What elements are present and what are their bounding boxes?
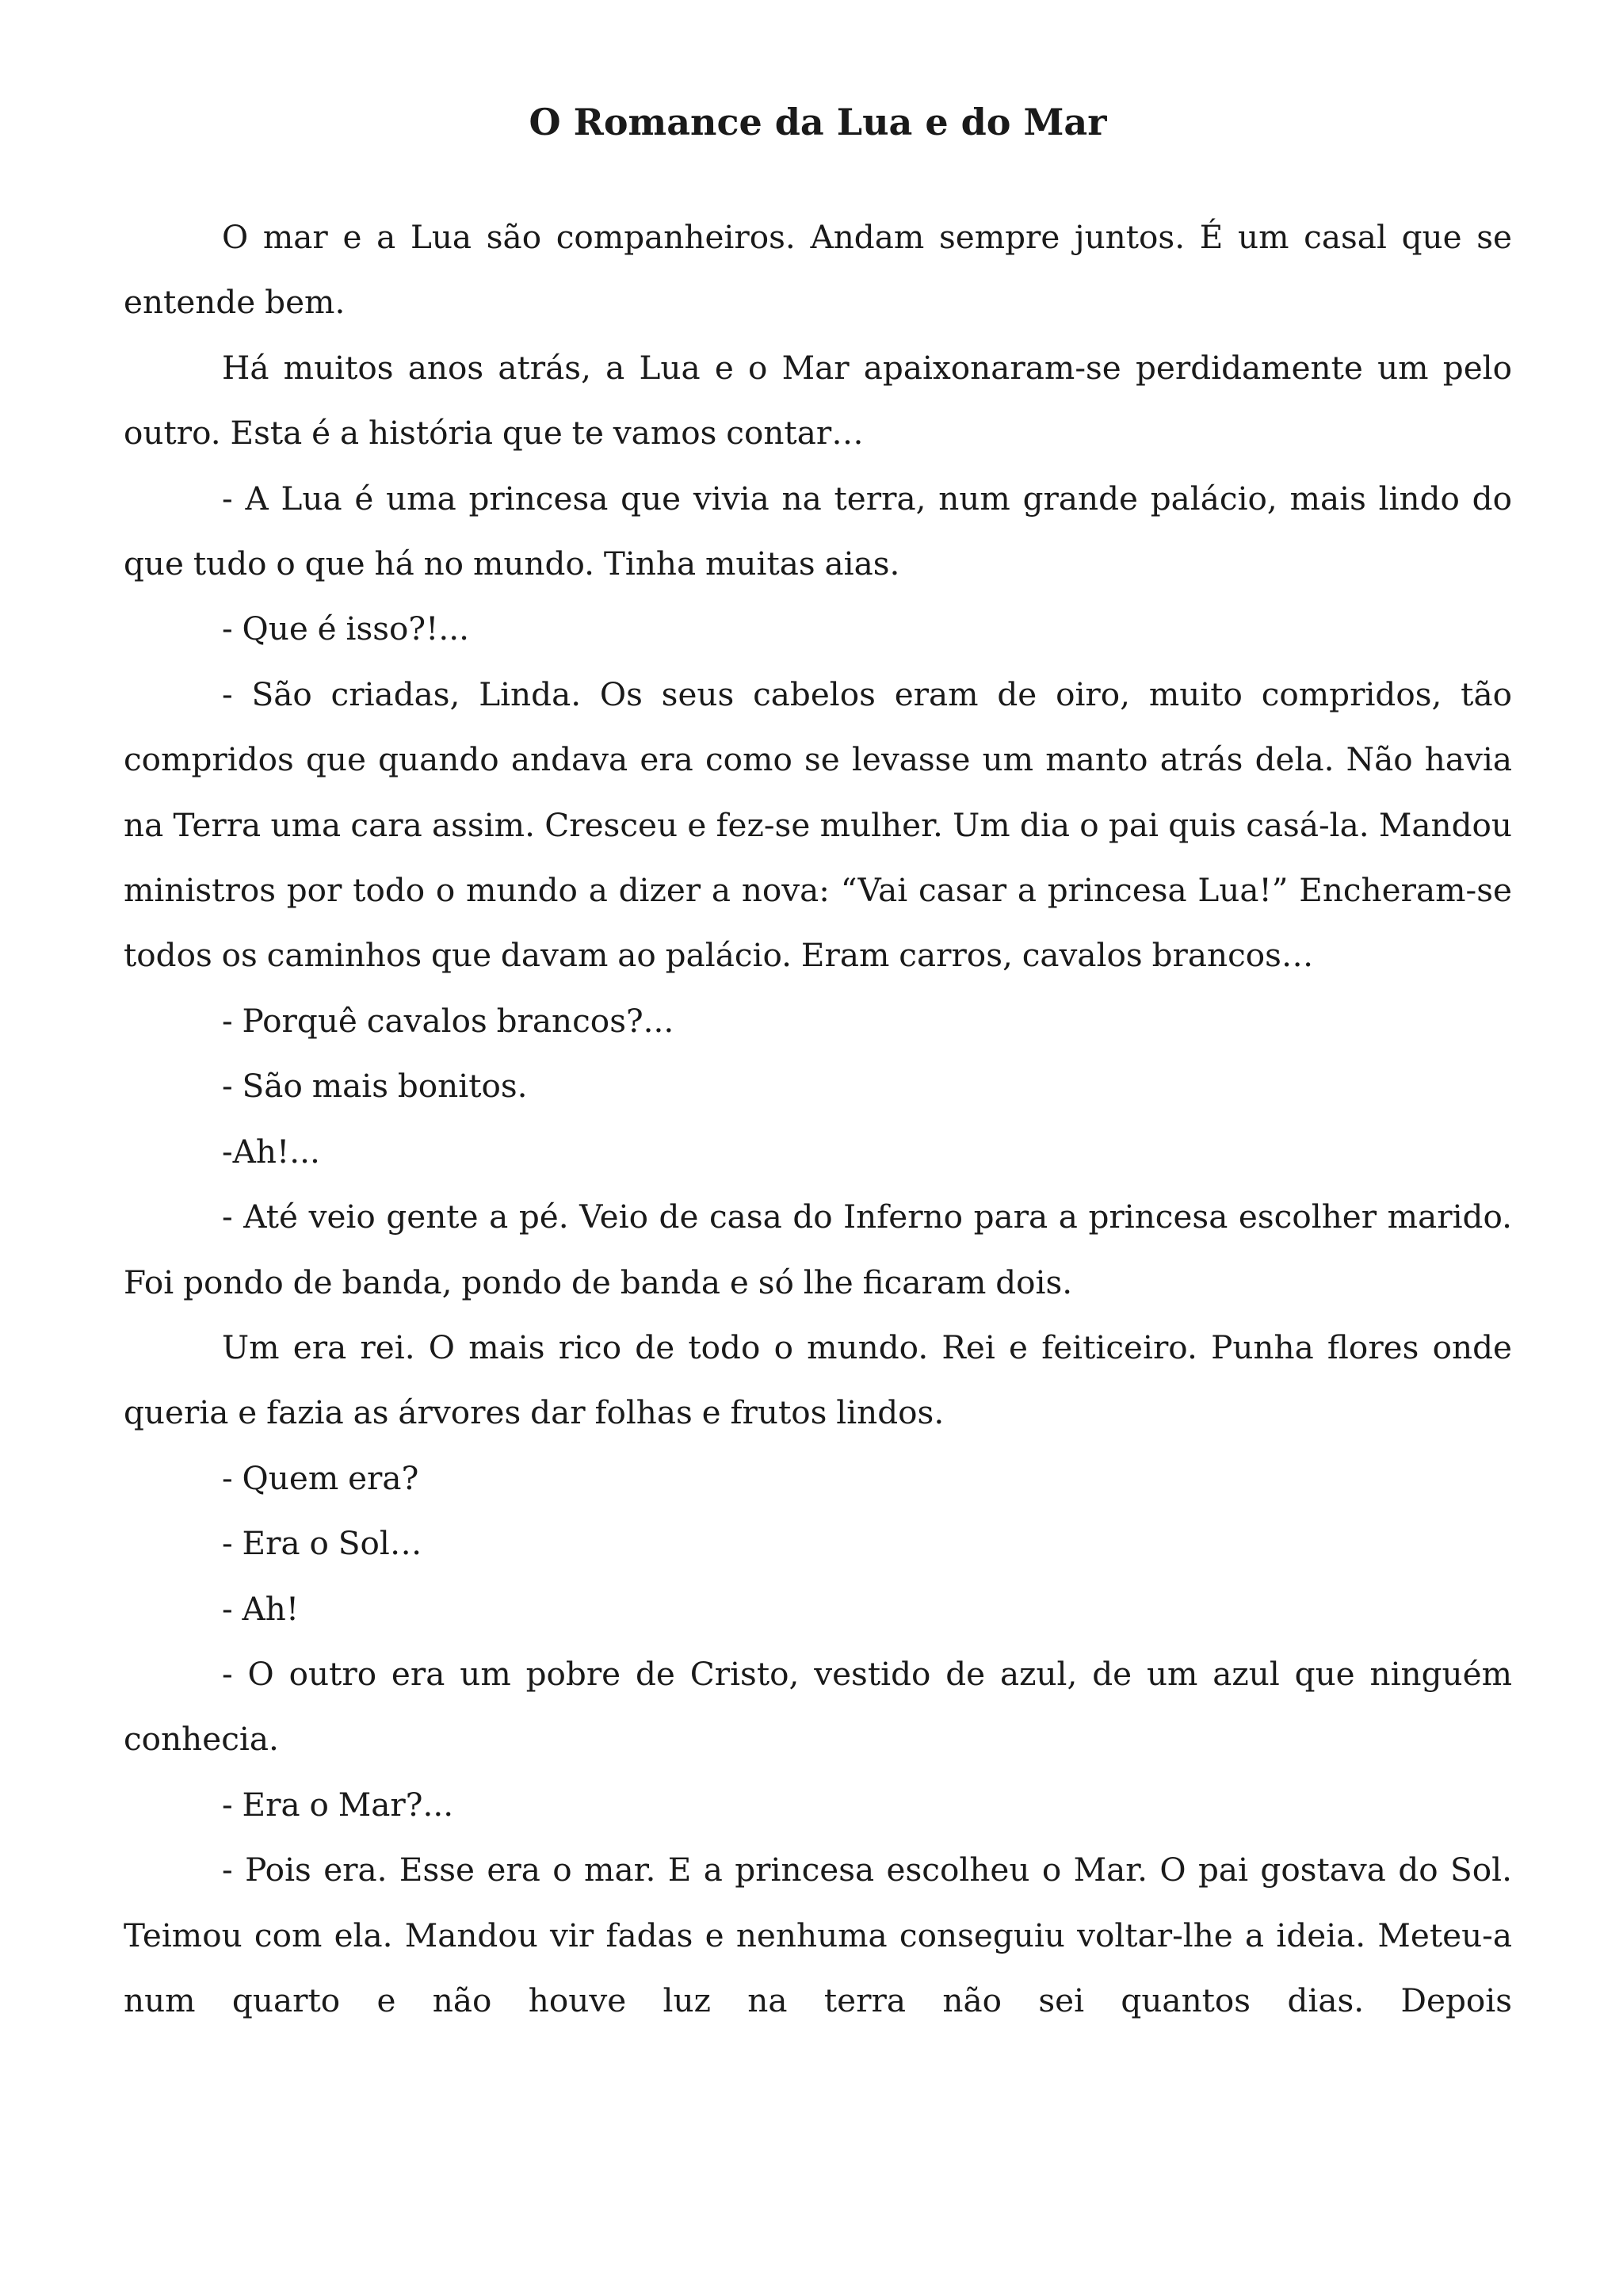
paragraph-9: - Até veio gente a pé. Veio de casa do Inferno para a princesa escolher marido. Foi pondo de banda, pondo de banda e só lhe ficaram dois. bbox=[124, 1198, 1512, 1301]
paragraph-4: - Que é isso?!... bbox=[222, 609, 470, 648]
paragraph-15: - Era o Mar?... bbox=[222, 1785, 454, 1824]
paragraph-11: - Quem era? bbox=[222, 1458, 419, 1497]
paragraph-16: - Pois era. Esse era o mar. E a princesa escolheu o Mar. O pai gostava do Sol. Teimou com ela. Mandou vir fadas e nenhuma conseguiu voltar-lhe a ideia. Meteu-a num quarto e não houve luz na terra não sei quantos dias. Depois bbox=[124, 1851, 1512, 2019]
paragraph-1: O mar e a Lua são companheiros. Andam sempre juntos. É um casal que se entende bem. bbox=[124, 218, 1512, 322]
paragraph-3: - A Lua é uma princesa que vivia na terra, num grande palácio, mais lindo do que tudo o que há no mundo. Tinha muitas aias. bbox=[124, 479, 1512, 583]
paragraph-14: - O outro era um pobre de Cristo, vestido de azul, de um azul que ninguém conhecia. bbox=[124, 1654, 1512, 1759]
paragraph-2: Há muitos anos atrás, a Lua e o Mar apaixonaram-se perdidamente um pelo outro. Esta é a história que te vamos contar… bbox=[124, 348, 1512, 453]
paragraph-6: - Porquê cavalos brancos?... bbox=[222, 1001, 674, 1040]
paragraph-12: - Era o Sol… bbox=[222, 1524, 422, 1563]
paragraph-10: Um era rei. O mais rico de todo o mundo. Rei e feiticeiro. Punha flores onde queria e fazia as árvores dar folhas e frutos lindos. bbox=[124, 1328, 1512, 1432]
document-page bbox=[124, 94, 1512, 2033]
paragraph-7: - São mais bonitos. bbox=[222, 1067, 528, 1106]
paragraph-8: -Ah!... bbox=[222, 1132, 320, 1171]
document-title: O Romance da Lua e do Mar bbox=[529, 101, 1107, 143]
paragraph-5: - São criadas, Linda. Os seus cabelos eram de oiro, muito compridos, tão compridos que quando andava era como se levasse um manto atrás dela. Não havia na Terra uma cara assim. Cresceu e fez-se mulher. Um dia o pai quis casá-la. Mandou ministros por todo o mundo a dizer a nova: “Vai casar a princesa Lua!” Encheram-se todos os caminhos que davam ao palácio. Eram carros, cavalos brancos… bbox=[124, 674, 1512, 975]
paragraph-13: - Ah! bbox=[222, 1589, 300, 1628]
